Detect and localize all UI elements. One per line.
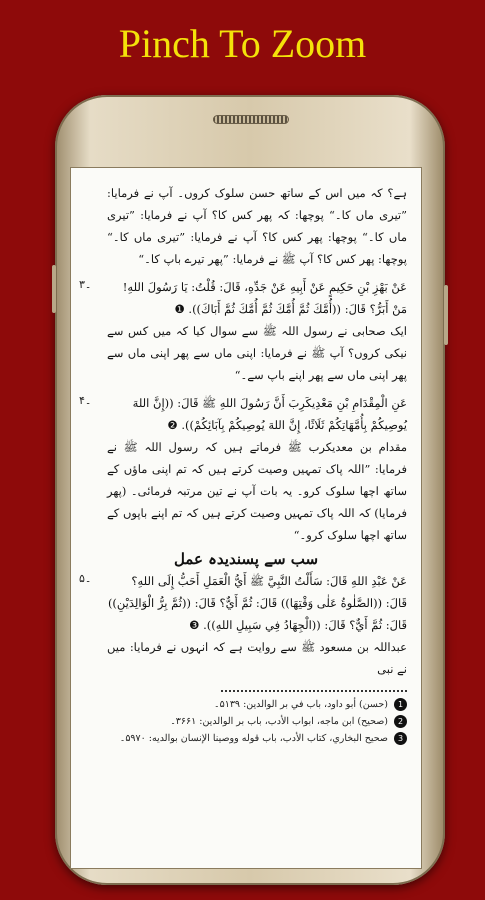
footnote-text: (حسن) أبو داود، باب في بر الوالدين: ۵۱۳۹۔ bbox=[214, 699, 388, 710]
footnote-marker: 2 bbox=[394, 715, 407, 728]
section-5 bbox=[71, 570, 421, 680]
arabic-text: عَنْ عَبْدِ اللهِ قَالَ: سَأَلْتُ النَّبِيَّ ﷺ أَيُّ الْعَمَلِ أَحَبُّ إِلَى اللهِ؟ قَالَ: ((الصَّلٰوةُ عَلٰى وَقْتِهَا)) قَالَ: ثُمَّ أَيٌّ؟ قَالَ: ((ثُمَّ بِرُّ الْوَالِدَيْنِ)) قَالَ: ثُمَّ أَيٌّ؟ قَالَ: ((الْجِهَادُ فِي سَبِيلِ اللهِ)). ❸ bbox=[107, 574, 407, 632]
footnote bbox=[71, 696, 421, 713]
footnote-marker: 1 bbox=[394, 698, 407, 711]
arabic-text: عَنْ بَهْزِ بْنِ حَكِيمٍ عَنْ أَبِيهِ عَنْ جَدِّهِ، قَالَ: قُلْتُ: يَا رَسُولَ اللهِ! مَنْ أَبَرُّ؟ قَالَ: ((أُمَّكَ ثُمَّ أُمَّكَ ثُمَّ أُمَّكَ ثُمَّ أَبَاكَ)). ❶ bbox=[122, 280, 407, 316]
power-button bbox=[444, 285, 448, 345]
volume-button bbox=[52, 265, 56, 313]
section-number: ۳۔ bbox=[79, 278, 92, 291]
footnote-marker: 3 bbox=[394, 732, 407, 745]
section-3 bbox=[71, 276, 421, 386]
footnote bbox=[71, 713, 421, 730]
section-number: ۵۔ bbox=[79, 572, 92, 585]
footnote-text: (صحيح) ابن ماجه، ابواب الأدب، باب بر الوالدين: ۳۶۶۱۔ bbox=[170, 716, 388, 727]
section-4 bbox=[71, 392, 421, 546]
speaker-grille bbox=[213, 115, 289, 124]
urdu-translation: ایک صحابی نے رسول اللہ ﷺ سے سوال کیا کہ میں کس سے نیکی کروں؟ آپ ﷺ نے فرمایا: اپنی ماں سے پھر اپنی ماں سے پھر اپنی ماں سے پھر اپنے باپ سے۔“ bbox=[107, 324, 407, 382]
footnote bbox=[71, 730, 421, 747]
footnote-text: صحيح البخاري، كتاب الأدب، باب قوله ووصينا الإنسان بوالديه: ۵۹۷۰۔ bbox=[119, 733, 388, 744]
urdu-translation: مقدام بن معدیکرب ﷺ فرماتے ہیں کہ رسول اللہ ﷺ نے فرمایا: ”اللہ پاک تمہیں وصیت کرتے ہیں کہ تم اپنی ماؤں کے ساتھ اچھا سلوک کرو۔ یہ بات آپ نے تین مرتبہ فرمائی۔ (پھر فرمایا) کہ اللہ پاک تمہیں وصیت کرتے ہیں کہ تم اپنے باپوں کے ساتھ اچھا سلوک کرو۔“ bbox=[107, 440, 407, 542]
footnote-divider bbox=[221, 690, 407, 692]
urdu-translation: عبداللہ بن مسعود ﷺ سے روایت ہے کہ انہوں نے فرمایا: میں نے نبی bbox=[107, 640, 407, 676]
intro-text: ہے؟ کہ میں اس کے ساتھ حسن سلوک کروں۔ آپ نے فرمایا: ”تیری ماں کا۔“ پوچھا: کہ پھر کس کا؟ آپ نے فرمایا: ”تیری ماں کا۔“ پوچھا: پھر کس کا؟ آپ نے فرمایا: ”تیری ماں کا۔“ پوچھا: پھر کس کا؟ آپ ﷺ نے فرمایا: ”پھر تیرے باپ کا۔“ bbox=[107, 186, 407, 266]
book-page[interactable] bbox=[70, 167, 422, 869]
banner-title: Pinch To Zoom bbox=[118, 21, 367, 66]
section-heading: سب سے پسندیدہ عمل bbox=[173, 550, 319, 568]
phone-frame bbox=[55, 95, 445, 885]
section-number: ۴۔ bbox=[79, 394, 92, 407]
arabic-text: عَنِ الْمِقْدَامِ بْنِ مَعْدِيكَرِبَ أَنَّ رَسُولَ اللهِ ﷺ قَالَ: ((إِنَّ اللهَ يُوصِيكُمْ بِأُمَّهَاتِكُمْ ثَلَاثًا، إِنَّ اللهَ يُوصِيكُمْ بِآبَائِكُمْ)). ❷ bbox=[132, 396, 407, 432]
